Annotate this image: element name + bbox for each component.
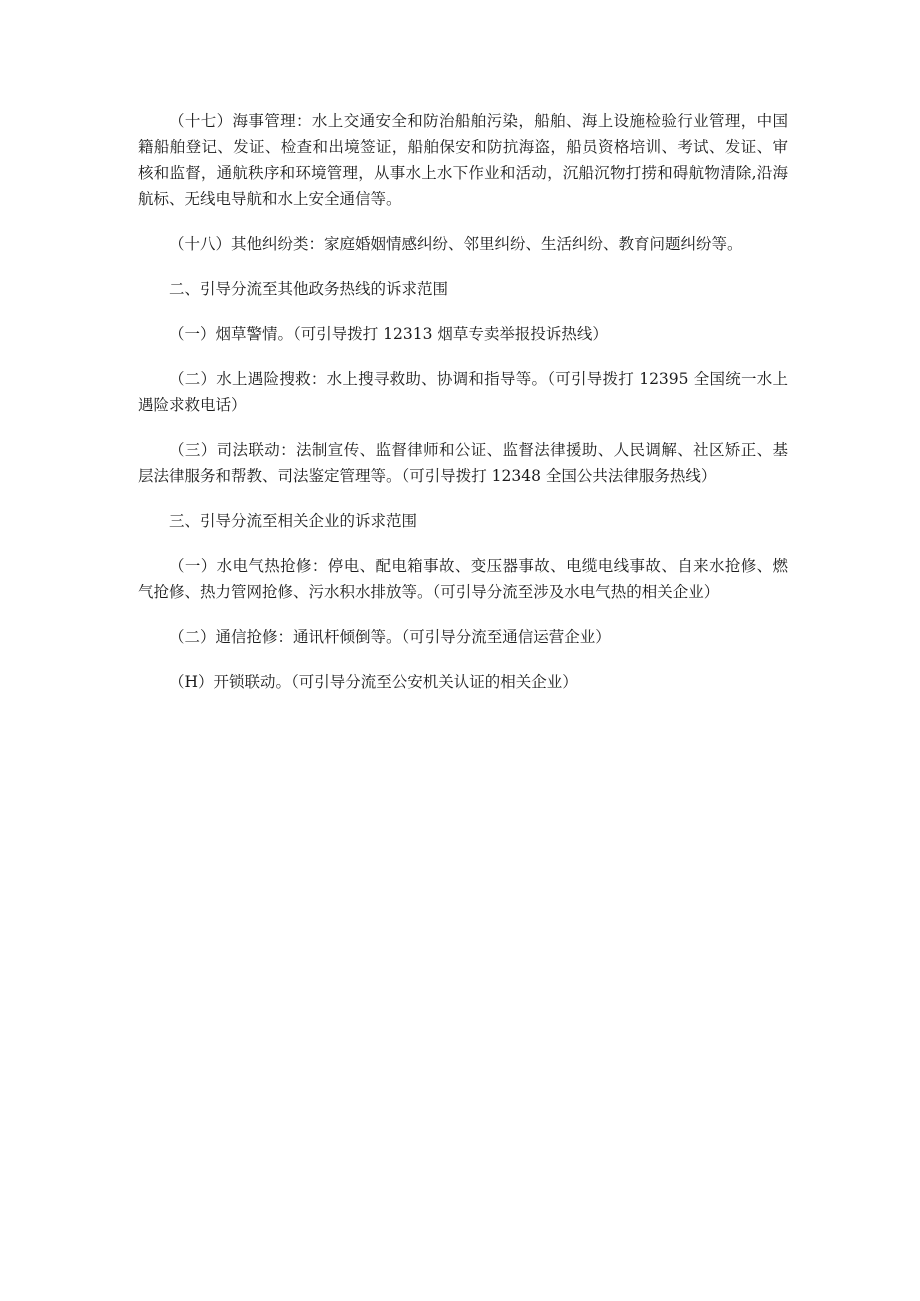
paragraph-other-disputes: （十八）其他纠纷类：家庭婚姻情感纠纷、邻里纠纷、生活纠纷、教育问题纠纷等。: [169, 235, 743, 253]
paragraph-lock-opening: （H）开锁联动。（可引导分流至公安机关认证的相关企业）: [169, 673, 578, 691]
section-heading-government-hotlines: 二、引导分流至其他政务热线的诉求范围: [169, 280, 449, 298]
paragraph-telecom-repair: （二）通信抢修：通讯杆倾倒等。（可引导分流至通信运营企业）: [169, 628, 611, 646]
paragraph-judicial: （三）司法联动：法制宣传、监督律师和公证、监督法律援助、人民调解、社区矫正、基层法律服务和帮教、司法鉴定管理等。（可引导拨打 12348 全国公共法律服务热线）: [138, 441, 788, 485]
section-heading-enterprises: 三、引导分流至相关企业的诉求范围: [169, 512, 418, 530]
paragraph-maritime-management: （十七）海事管理：水上交通安全和防治船舶污染，船舶、海上设施检验行业管理，中国籍船舶登记、发证、检查和出境签证，船舶保安和防抗海盗，船员资格培训、考试、发证、审核和监督，通航秩序和环境管理，从事水上水下作业和活动，沉船沉物打捞和碍航物清除,沿海航标、无线电导航和水上安全通信等。: [138, 112, 788, 208]
paragraph-water-rescue: （二）水上遇险搜救：水上搜寻救助、协调和指导等。（可引导拨打 12395 全国统一水上遇险求救电话）: [138, 370, 788, 414]
paragraph-tobacco: （一）烟草警情。（可引导拨打 12313 烟草专卖举报投诉热线）: [169, 325, 608, 343]
document-body: [138, 108, 788, 714]
paragraph-utilities-repair: （一）水电气热抢修：停电、配电箱事故、变压器事故、电缆电线事故、自来水抢修、燃气抢修、热力管网抢修、污水积水排放等。（可引导分流至涉及水电气热的相关企业）: [138, 557, 788, 601]
